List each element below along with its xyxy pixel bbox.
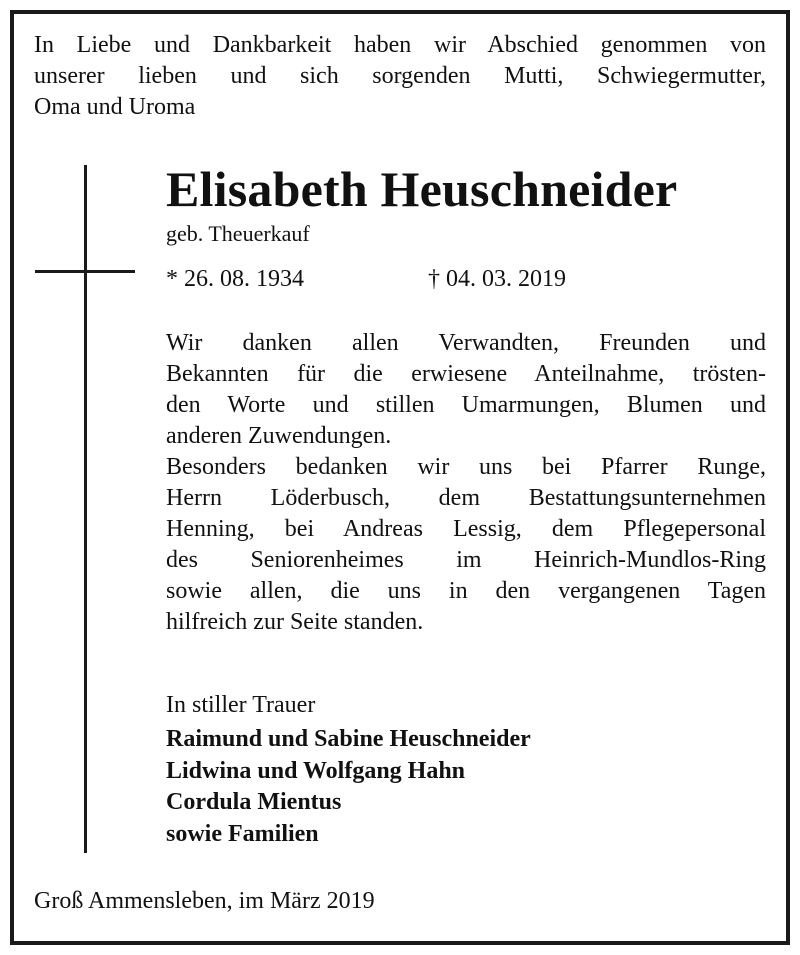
thanks-line: Wir danken allen Verwandten, Freunden und bbox=[166, 330, 766, 356]
mourner-name: sowie Familien bbox=[166, 820, 319, 847]
mourner-name: Cordula Mientus bbox=[166, 789, 342, 815]
thanks-line: Herrn Löderbusch, dem Bestattungsunternehmen bbox=[166, 485, 766, 511]
deceased-name: Elisabeth Heuschneider bbox=[166, 161, 678, 217]
place-date: Groß Ammensleben, im März 2019 bbox=[34, 888, 375, 914]
thanks-line: Bekannten für die erwiesene Anteilnahme, trösten- bbox=[166, 361, 766, 387]
thanks-line: des Seniorenheimes im Heinrich-Mundlos-Ring bbox=[166, 547, 766, 573]
intro-line: unserer lieben und sich sorgenden Mutti, Schwiegermutter, bbox=[34, 63, 766, 89]
mourner-name: Raimund und Sabine Heuschneider bbox=[166, 726, 531, 752]
mourner-name: Lidwina und Wolfgang Hahn bbox=[166, 757, 466, 784]
birth-name: geb. Theuerkauf bbox=[166, 221, 310, 246]
thanks-line: sowie allen, die uns in den vergangenen Tagen bbox=[166, 578, 766, 604]
birth-date: * 26. 08. 1934 bbox=[166, 266, 304, 292]
thanks-line: Henning, bei Andreas Lessig, dem Pflegepersonal bbox=[166, 516, 766, 542]
mourning-label: In stiller Trauer bbox=[166, 692, 316, 718]
intro-paragraph bbox=[34, 30, 766, 123]
thanks-line: den Worte und stillen Umarmungen, Blumen und bbox=[166, 392, 766, 418]
cross-icon bbox=[84, 165, 87, 853]
thanks-line: Besonders bedanken wir uns bei Pfarrer Runge, bbox=[166, 454, 766, 480]
thanks-line: anderen Zuwendungen. bbox=[166, 423, 392, 449]
thanks-line: hilfreich zur Seite standen. bbox=[166, 609, 424, 635]
cross-icon-crossbar bbox=[35, 270, 135, 273]
thanks-paragraph bbox=[166, 328, 766, 638]
mourners-list bbox=[166, 724, 531, 850]
intro-line: Oma und Uroma bbox=[34, 94, 196, 120]
death-date: † 04. 03. 2019 bbox=[428, 266, 566, 292]
intro-line: In Liebe und Dankbarkeit haben wir Abschied genommen von bbox=[34, 32, 766, 58]
